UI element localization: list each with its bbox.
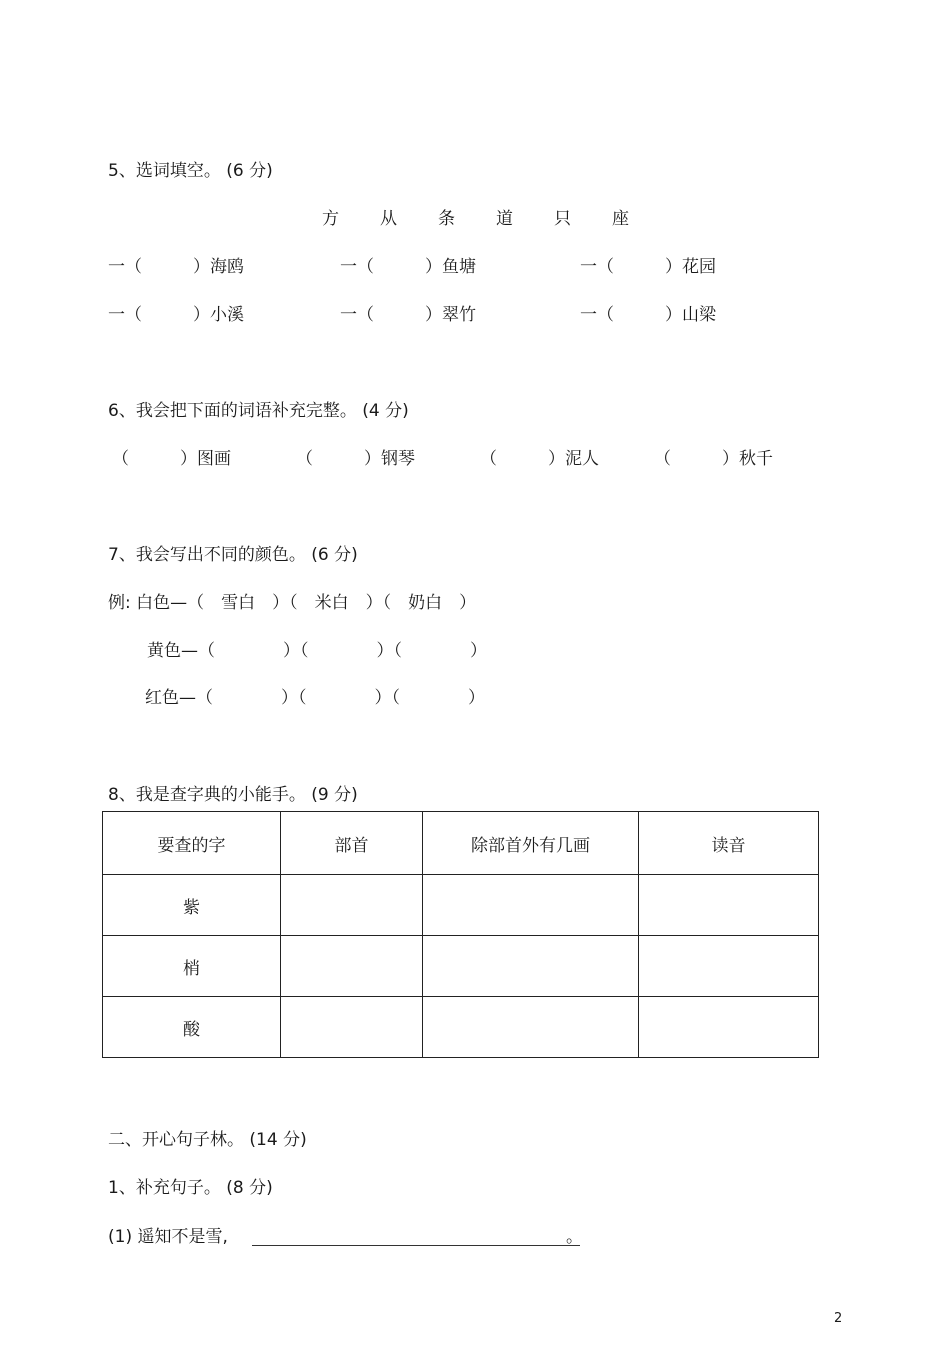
- q5-option: 座: [612, 209, 629, 229]
- q5-blank-item[interactable]: 一（ ）海鸥: [108, 257, 244, 277]
- part2-q1-title: 1、补充句子。 (8 分): [108, 1178, 273, 1198]
- sentence-end-mark: 。: [566, 1227, 583, 1247]
- table-header-cell: 部首: [281, 812, 423, 875]
- q5-blank-item[interactable]: 一（ ）花园: [580, 257, 716, 277]
- q5-blank-item[interactable]: 一（ ）小溪: [108, 305, 244, 325]
- answer-line[interactable]: [252, 1245, 580, 1246]
- table-char-cell: 酸: [103, 997, 281, 1058]
- q5-option: 条: [438, 209, 455, 229]
- table-answer-cell[interactable]: [423, 936, 639, 997]
- table-answer-cell[interactable]: [281, 936, 423, 997]
- table-row: [103, 997, 819, 1058]
- q6-title: 6、我会把下面的词语补充完整。 (4 分): [108, 401, 409, 421]
- table-answer-cell[interactable]: [639, 997, 819, 1058]
- q5-title: 5、选词填空。 (6 分): [108, 161, 273, 181]
- table-answer-cell[interactable]: [639, 936, 819, 997]
- q5-blank-item[interactable]: 一（ ）翠竹: [340, 305, 476, 325]
- q5-blank-item[interactable]: 一（ ）鱼塘: [340, 257, 476, 277]
- table-header-cell: 要查的字: [103, 812, 281, 875]
- table-row: [103, 936, 819, 997]
- q5-blank-item[interactable]: 一（ ）山梁: [580, 305, 716, 325]
- q8-title: 8、我是查字典的小能手。 (9 分): [108, 785, 358, 805]
- table-header-cell: 除部首外有几画: [423, 812, 639, 875]
- table-row: [103, 875, 819, 936]
- table-char-cell: 梢: [103, 936, 281, 997]
- part2-title: 二、开心句子林。 (14 分): [108, 1130, 307, 1150]
- table-header-row: [103, 812, 819, 875]
- table-answer-cell[interactable]: [281, 875, 423, 936]
- table-answer-cell[interactable]: [639, 875, 819, 936]
- table-answer-cell[interactable]: [423, 997, 639, 1058]
- table-answer-cell[interactable]: [423, 875, 639, 936]
- q5-option: 方: [322, 209, 339, 229]
- q6-blank-item[interactable]: （ ）图画: [112, 449, 231, 469]
- q6-blank-item[interactable]: （ ）秋千: [654, 449, 773, 469]
- part2-q1-item1: (1) 遥知不是雪,: [108, 1227, 228, 1247]
- q7-title: 7、我会写出不同的颜色。 (6 分): [108, 545, 358, 565]
- q6-blank-item[interactable]: （ ）泥人: [480, 449, 599, 469]
- q7-example: 例: 白色—（ 雪白 ）（ 米白 ）（ 奶白 ）: [108, 593, 477, 613]
- q5-option: 只: [554, 209, 571, 229]
- dictionary-table: [102, 811, 819, 1058]
- q7-yellow-row[interactable]: 黄色—（ ）（ ）（ ）: [147, 641, 487, 661]
- q5-option: 从: [380, 209, 397, 229]
- q7-red-row[interactable]: 红色—（ ）（ ）（ ）: [145, 688, 485, 708]
- page-number: 2: [834, 1311, 843, 1326]
- table-char-cell: 紫: [103, 875, 281, 936]
- q5-option: 道: [496, 209, 513, 229]
- table-header-cell: 读音: [639, 812, 819, 875]
- q6-blank-item[interactable]: （ ）钢琴: [296, 449, 415, 469]
- table-answer-cell[interactable]: [281, 997, 423, 1058]
